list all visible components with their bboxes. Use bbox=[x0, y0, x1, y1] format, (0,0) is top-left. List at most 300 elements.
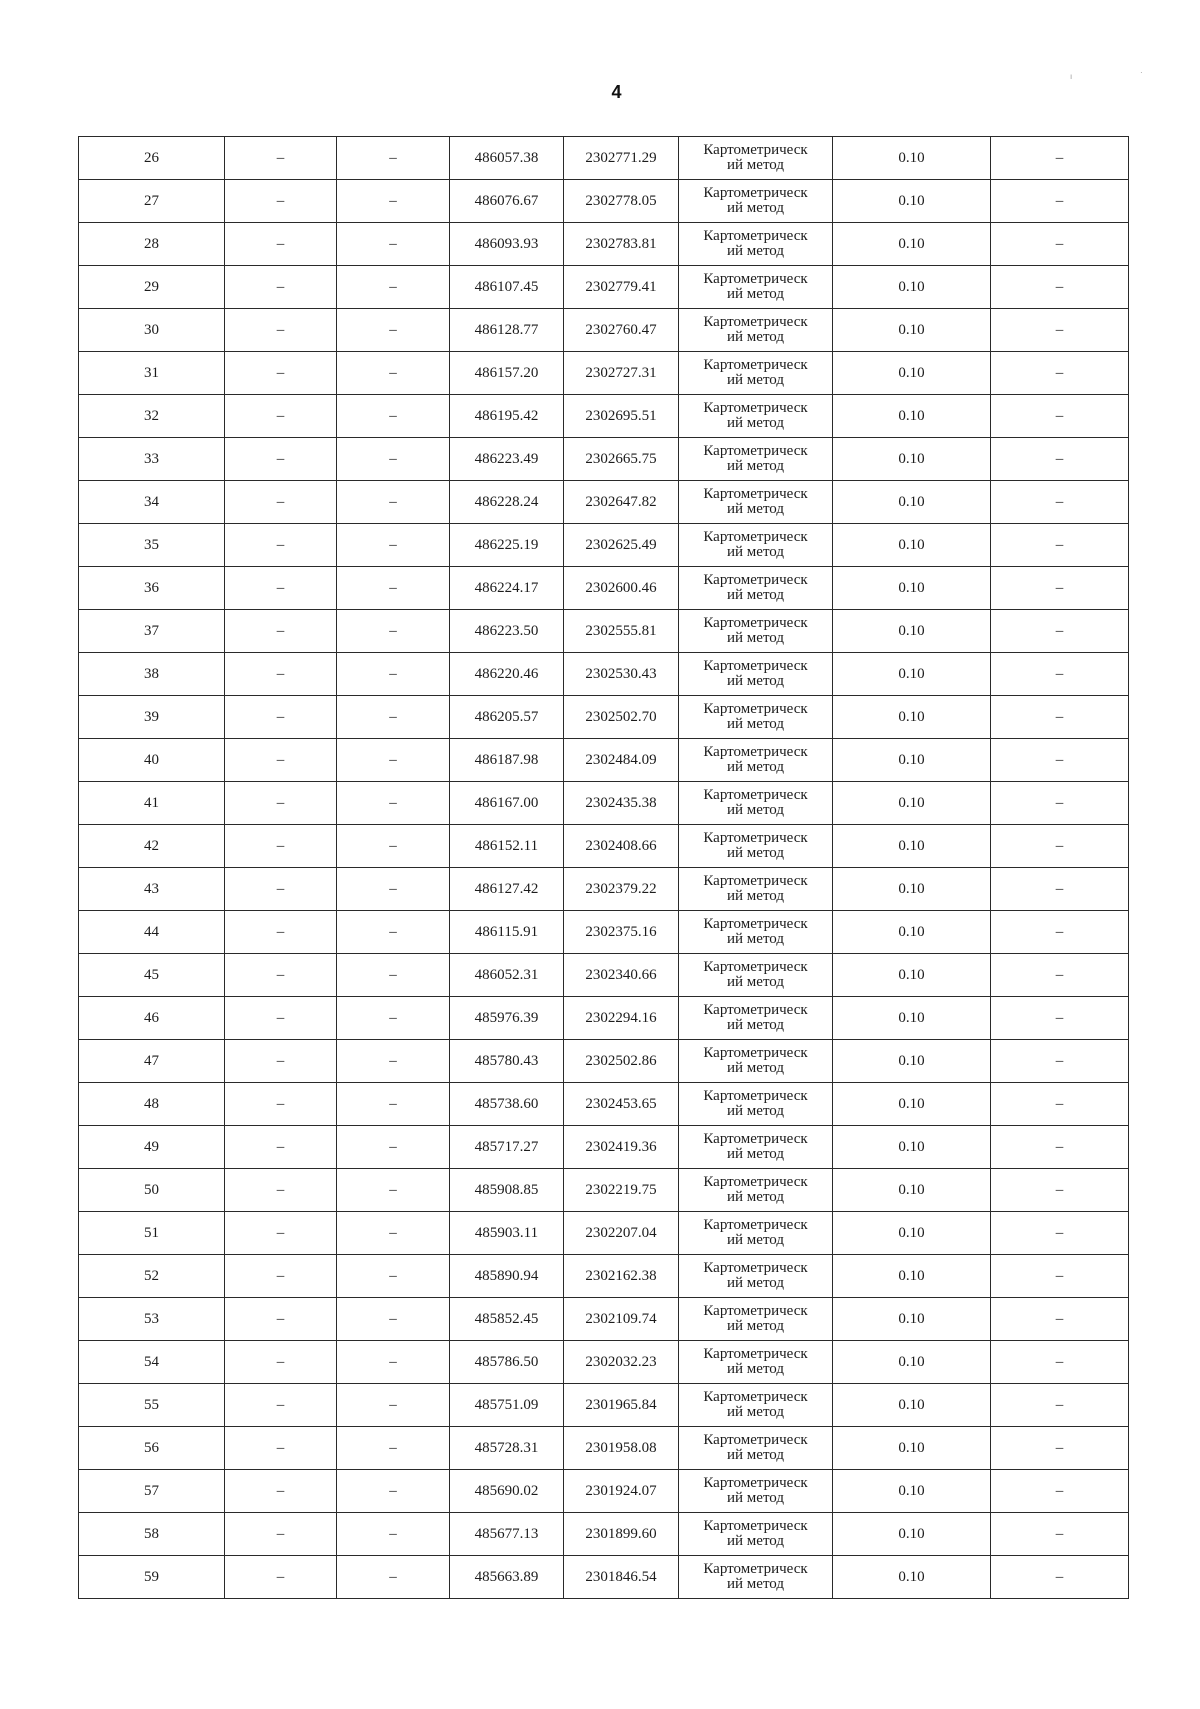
accuracy-cell: 0.10 bbox=[833, 868, 991, 911]
method-cell bbox=[679, 997, 833, 1040]
method-text: Картометрическ ий метод bbox=[703, 916, 808, 947]
point-number-cell: 56 bbox=[79, 1427, 225, 1470]
method-cell bbox=[679, 1255, 833, 1298]
y-coordinate-cell: 2302408.66 bbox=[564, 825, 679, 868]
accuracy-cell: 0.10 bbox=[833, 739, 991, 782]
dash-cell: – bbox=[991, 1169, 1129, 1212]
y-coordinate-cell: 2302778.05 bbox=[564, 180, 679, 223]
y-coordinate-cell: 2302502.70 bbox=[564, 696, 679, 739]
accuracy-cell: 0.10 bbox=[833, 1040, 991, 1083]
dash-cell: – bbox=[337, 954, 450, 997]
dash-cell: – bbox=[991, 825, 1129, 868]
accuracy-cell: 0.10 bbox=[833, 1427, 991, 1470]
table-row bbox=[79, 1083, 1129, 1126]
dash-cell: – bbox=[225, 137, 337, 180]
x-coordinate-cell: 485976.39 bbox=[450, 997, 564, 1040]
method-cell bbox=[679, 309, 833, 352]
method-cell bbox=[679, 1298, 833, 1341]
table-row bbox=[79, 1255, 1129, 1298]
dash-cell: – bbox=[991, 782, 1129, 825]
accuracy-cell: 0.10 bbox=[833, 782, 991, 825]
point-number-cell: 45 bbox=[79, 954, 225, 997]
point-number-cell: 41 bbox=[79, 782, 225, 825]
x-coordinate-cell: 486167.00 bbox=[450, 782, 564, 825]
y-coordinate-cell: 2302340.66 bbox=[564, 954, 679, 997]
method-text: Картометрическ ий метод bbox=[703, 142, 808, 173]
method-cell bbox=[679, 610, 833, 653]
dash-cell: – bbox=[337, 868, 450, 911]
x-coordinate-cell: 485890.94 bbox=[450, 1255, 564, 1298]
x-coordinate-cell: 486057.38 bbox=[450, 137, 564, 180]
method-text: Картометрическ ий метод bbox=[703, 615, 808, 646]
method-text: Картометрическ ий метод bbox=[703, 1518, 808, 1549]
accuracy-cell: 0.10 bbox=[833, 954, 991, 997]
dash-cell: – bbox=[225, 524, 337, 567]
method-text: Картометрическ ий метод bbox=[703, 228, 808, 259]
y-coordinate-cell: 2302555.81 bbox=[564, 610, 679, 653]
y-coordinate-cell: 2302530.43 bbox=[564, 653, 679, 696]
method-text: Картометрическ ий метод bbox=[703, 787, 808, 818]
table-row bbox=[79, 567, 1129, 610]
x-coordinate-cell: 485690.02 bbox=[450, 1470, 564, 1513]
dash-cell: – bbox=[225, 868, 337, 911]
dash-cell: – bbox=[991, 1298, 1129, 1341]
x-coordinate-cell: 486223.49 bbox=[450, 438, 564, 481]
x-coordinate-cell: 485751.09 bbox=[450, 1384, 564, 1427]
method-text: Картометрическ ий метод bbox=[703, 185, 808, 216]
method-cell bbox=[679, 266, 833, 309]
dash-cell: – bbox=[991, 1255, 1129, 1298]
dash-cell: – bbox=[225, 1556, 337, 1599]
dash-cell: – bbox=[991, 266, 1129, 309]
point-number-cell: 39 bbox=[79, 696, 225, 739]
dash-cell: – bbox=[225, 1384, 337, 1427]
method-cell bbox=[679, 352, 833, 395]
dash-cell: – bbox=[337, 481, 450, 524]
table-row bbox=[79, 481, 1129, 524]
point-number-cell: 42 bbox=[79, 825, 225, 868]
method-text: Картометрическ ий метод bbox=[703, 529, 808, 560]
method-cell bbox=[679, 782, 833, 825]
method-cell bbox=[679, 1470, 833, 1513]
dash-cell: – bbox=[225, 395, 337, 438]
y-coordinate-cell: 2302207.04 bbox=[564, 1212, 679, 1255]
dash-cell: – bbox=[225, 610, 337, 653]
dash-cell: – bbox=[991, 653, 1129, 696]
dash-cell: – bbox=[337, 1470, 450, 1513]
dash-cell: – bbox=[337, 1513, 450, 1556]
method-cell bbox=[679, 524, 833, 567]
accuracy-cell: 0.10 bbox=[833, 1169, 991, 1212]
table-row bbox=[79, 1212, 1129, 1255]
dash-cell: – bbox=[991, 309, 1129, 352]
dash-cell: – bbox=[337, 524, 450, 567]
table-row bbox=[79, 868, 1129, 911]
y-coordinate-cell: 2302502.86 bbox=[564, 1040, 679, 1083]
y-coordinate-cell: 2302647.82 bbox=[564, 481, 679, 524]
table-row bbox=[79, 1169, 1129, 1212]
x-coordinate-cell: 486220.46 bbox=[450, 653, 564, 696]
method-text: Картометрическ ий метод bbox=[703, 1174, 808, 1205]
point-number-cell: 54 bbox=[79, 1341, 225, 1384]
accuracy-cell: 0.10 bbox=[833, 911, 991, 954]
dash-cell: – bbox=[991, 352, 1129, 395]
y-coordinate-cell: 2302695.51 bbox=[564, 395, 679, 438]
dash-cell: – bbox=[337, 653, 450, 696]
method-cell bbox=[679, 1083, 833, 1126]
point-number-cell: 43 bbox=[79, 868, 225, 911]
table-row bbox=[79, 180, 1129, 223]
dash-cell: – bbox=[225, 997, 337, 1040]
y-coordinate-cell: 2302727.31 bbox=[564, 352, 679, 395]
dash-cell: – bbox=[225, 954, 337, 997]
dash-cell: – bbox=[225, 481, 337, 524]
method-text: Картометрическ ий метод bbox=[703, 1260, 808, 1291]
dash-cell: – bbox=[337, 911, 450, 954]
dash-cell: – bbox=[225, 1255, 337, 1298]
accuracy-cell: 0.10 bbox=[833, 1513, 991, 1556]
table-row bbox=[79, 395, 1129, 438]
dash-cell: – bbox=[337, 1384, 450, 1427]
method-cell bbox=[679, 137, 833, 180]
dash-cell: – bbox=[337, 438, 450, 481]
point-number-cell: 47 bbox=[79, 1040, 225, 1083]
x-coordinate-cell: 485908.85 bbox=[450, 1169, 564, 1212]
dash-cell: – bbox=[225, 352, 337, 395]
table-row bbox=[79, 696, 1129, 739]
dash-cell: – bbox=[337, 266, 450, 309]
dash-cell: – bbox=[225, 1040, 337, 1083]
method-cell bbox=[679, 954, 833, 997]
y-coordinate-cell: 2302760.47 bbox=[564, 309, 679, 352]
x-coordinate-cell: 486052.31 bbox=[450, 954, 564, 997]
method-text: Картометрическ ий метод bbox=[703, 1131, 808, 1162]
point-number-cell: 28 bbox=[79, 223, 225, 266]
accuracy-cell: 0.10 bbox=[833, 1470, 991, 1513]
y-coordinate-cell: 2302219.75 bbox=[564, 1169, 679, 1212]
x-coordinate-cell: 486152.11 bbox=[450, 825, 564, 868]
method-text: Картометрическ ий метод bbox=[703, 1217, 808, 1248]
method-cell bbox=[679, 739, 833, 782]
method-cell bbox=[679, 868, 833, 911]
dash-cell: – bbox=[225, 266, 337, 309]
y-coordinate-cell: 2302771.29 bbox=[564, 137, 679, 180]
dash-cell: – bbox=[991, 911, 1129, 954]
accuracy-cell: 0.10 bbox=[833, 1255, 991, 1298]
method-text: Картометрическ ий метод bbox=[703, 1002, 808, 1033]
accuracy-cell: 0.10 bbox=[833, 825, 991, 868]
dash-cell: – bbox=[225, 1298, 337, 1341]
method-text: Картометрическ ий метод bbox=[703, 572, 808, 603]
accuracy-cell: 0.10 bbox=[833, 266, 991, 309]
method-cell bbox=[679, 180, 833, 223]
dash-cell: – bbox=[991, 1212, 1129, 1255]
x-coordinate-cell: 486223.50 bbox=[450, 610, 564, 653]
method-text: Картометрическ ий метод bbox=[703, 1303, 808, 1334]
dash-cell: – bbox=[337, 739, 450, 782]
accuracy-cell: 0.10 bbox=[833, 1083, 991, 1126]
method-text: Картометрическ ий метод bbox=[703, 400, 808, 431]
dash-cell: – bbox=[337, 610, 450, 653]
point-number-cell: 40 bbox=[79, 739, 225, 782]
accuracy-cell: 0.10 bbox=[833, 438, 991, 481]
method-text: Картометрическ ий метод bbox=[703, 1389, 808, 1420]
table-row bbox=[79, 782, 1129, 825]
table-row bbox=[79, 825, 1129, 868]
dash-cell: – bbox=[225, 180, 337, 223]
y-coordinate-cell: 2302032.23 bbox=[564, 1341, 679, 1384]
dash-cell: – bbox=[225, 825, 337, 868]
method-text: Картометрическ ий метод bbox=[703, 744, 808, 775]
table-row bbox=[79, 1556, 1129, 1599]
y-coordinate-cell: 2301924.07 bbox=[564, 1470, 679, 1513]
point-number-cell: 26 bbox=[79, 137, 225, 180]
y-coordinate-cell: 2302162.38 bbox=[564, 1255, 679, 1298]
scan-speck: · bbox=[1140, 68, 1143, 77]
dash-cell: – bbox=[991, 997, 1129, 1040]
dash-cell: – bbox=[991, 137, 1129, 180]
point-number-cell: 38 bbox=[79, 653, 225, 696]
dash-cell: – bbox=[991, 868, 1129, 911]
method-text: Картометрическ ий метод bbox=[703, 357, 808, 388]
table-row bbox=[79, 438, 1129, 481]
x-coordinate-cell: 486225.19 bbox=[450, 524, 564, 567]
accuracy-cell: 0.10 bbox=[833, 653, 991, 696]
table-row bbox=[79, 1427, 1129, 1470]
accuracy-cell: 0.10 bbox=[833, 309, 991, 352]
x-coordinate-cell: 486115.91 bbox=[450, 911, 564, 954]
y-coordinate-cell: 2301965.84 bbox=[564, 1384, 679, 1427]
method-text: Картометрическ ий метод bbox=[703, 314, 808, 345]
table-row bbox=[79, 223, 1129, 266]
y-coordinate-cell: 2301846.54 bbox=[564, 1556, 679, 1599]
method-text: Картометрическ ий метод bbox=[703, 1475, 808, 1506]
point-number-cell: 48 bbox=[79, 1083, 225, 1126]
method-cell bbox=[679, 1384, 833, 1427]
coordinates-table-body bbox=[79, 137, 1129, 1599]
method-cell bbox=[679, 1169, 833, 1212]
dash-cell: – bbox=[337, 223, 450, 266]
x-coordinate-cell: 485852.45 bbox=[450, 1298, 564, 1341]
dash-cell: – bbox=[225, 653, 337, 696]
y-coordinate-cell: 2301899.60 bbox=[564, 1513, 679, 1556]
dash-cell: – bbox=[225, 1083, 337, 1126]
scan-speck: ı bbox=[1070, 72, 1073, 81]
dash-cell: – bbox=[991, 1126, 1129, 1169]
method-cell bbox=[679, 395, 833, 438]
point-number-cell: 53 bbox=[79, 1298, 225, 1341]
method-text: Картометрическ ий метод bbox=[703, 443, 808, 474]
y-coordinate-cell: 2302375.16 bbox=[564, 911, 679, 954]
point-number-cell: 37 bbox=[79, 610, 225, 653]
dash-cell: – bbox=[991, 739, 1129, 782]
x-coordinate-cell: 486228.24 bbox=[450, 481, 564, 524]
dash-cell: – bbox=[991, 1556, 1129, 1599]
accuracy-cell: 0.10 bbox=[833, 567, 991, 610]
dash-cell: – bbox=[337, 825, 450, 868]
accuracy-cell: 0.10 bbox=[833, 524, 991, 567]
x-coordinate-cell: 485663.89 bbox=[450, 1556, 564, 1599]
y-coordinate-cell: 2302294.16 bbox=[564, 997, 679, 1040]
point-number-cell: 49 bbox=[79, 1126, 225, 1169]
method-cell bbox=[679, 223, 833, 266]
dash-cell: – bbox=[225, 739, 337, 782]
point-number-cell: 35 bbox=[79, 524, 225, 567]
dash-cell: – bbox=[991, 438, 1129, 481]
y-coordinate-cell: 2302600.46 bbox=[564, 567, 679, 610]
dash-cell: – bbox=[225, 1341, 337, 1384]
method-cell bbox=[679, 1341, 833, 1384]
y-coordinate-cell: 2302379.22 bbox=[564, 868, 679, 911]
table-row bbox=[79, 352, 1129, 395]
dash-cell: – bbox=[991, 696, 1129, 739]
dash-cell: – bbox=[991, 524, 1129, 567]
dash-cell: – bbox=[225, 567, 337, 610]
dash-cell: – bbox=[337, 1556, 450, 1599]
method-text: Картометрическ ий метод bbox=[703, 830, 808, 861]
point-number-cell: 27 bbox=[79, 180, 225, 223]
point-number-cell: 30 bbox=[79, 309, 225, 352]
dash-cell: – bbox=[991, 1427, 1129, 1470]
method-cell bbox=[679, 1126, 833, 1169]
method-cell bbox=[679, 653, 833, 696]
dash-cell: – bbox=[991, 567, 1129, 610]
method-text: Картометрическ ий метод bbox=[703, 1561, 808, 1592]
dash-cell: – bbox=[225, 782, 337, 825]
accuracy-cell: 0.10 bbox=[833, 1126, 991, 1169]
method-cell bbox=[679, 1513, 833, 1556]
dash-cell: – bbox=[337, 395, 450, 438]
dash-cell: – bbox=[337, 997, 450, 1040]
table-row bbox=[79, 1470, 1129, 1513]
x-coordinate-cell: 486205.57 bbox=[450, 696, 564, 739]
method-text: Картометрическ ий метод bbox=[703, 959, 808, 990]
table-row bbox=[79, 1126, 1129, 1169]
method-cell bbox=[679, 696, 833, 739]
accuracy-cell: 0.10 bbox=[833, 1212, 991, 1255]
dash-cell: – bbox=[225, 1427, 337, 1470]
method-text: Картометрическ ий метод bbox=[703, 271, 808, 302]
y-coordinate-cell: 2302625.49 bbox=[564, 524, 679, 567]
coordinates-table bbox=[78, 136, 1129, 1599]
y-coordinate-cell: 2302484.09 bbox=[564, 739, 679, 782]
x-coordinate-cell: 485738.60 bbox=[450, 1083, 564, 1126]
method-text: Картометрическ ий метод bbox=[703, 1045, 808, 1076]
x-coordinate-cell: 485677.13 bbox=[450, 1513, 564, 1556]
dash-cell: – bbox=[337, 180, 450, 223]
dash-cell: – bbox=[991, 395, 1129, 438]
x-coordinate-cell: 486076.67 bbox=[450, 180, 564, 223]
dash-cell: – bbox=[337, 782, 450, 825]
dash-cell: – bbox=[337, 1341, 450, 1384]
x-coordinate-cell: 485728.31 bbox=[450, 1427, 564, 1470]
accuracy-cell: 0.10 bbox=[833, 137, 991, 180]
accuracy-cell: 0.10 bbox=[833, 352, 991, 395]
y-coordinate-cell: 2302779.41 bbox=[564, 266, 679, 309]
table-row bbox=[79, 1040, 1129, 1083]
method-text: Картометрическ ий метод bbox=[703, 1346, 808, 1377]
y-coordinate-cell: 2301958.08 bbox=[564, 1427, 679, 1470]
accuracy-cell: 0.10 bbox=[833, 610, 991, 653]
accuracy-cell: 0.10 bbox=[833, 1384, 991, 1427]
dash-cell: – bbox=[337, 567, 450, 610]
point-number-cell: 46 bbox=[79, 997, 225, 1040]
accuracy-cell: 0.10 bbox=[833, 696, 991, 739]
table-row bbox=[79, 137, 1129, 180]
point-number-cell: 44 bbox=[79, 911, 225, 954]
method-text: Картометрическ ий метод bbox=[703, 658, 808, 689]
method-cell bbox=[679, 1212, 833, 1255]
dash-cell: – bbox=[337, 137, 450, 180]
dash-cell: – bbox=[337, 1298, 450, 1341]
method-text: Картометрическ ий метод bbox=[703, 873, 808, 904]
method-cell bbox=[679, 567, 833, 610]
dash-cell: – bbox=[991, 481, 1129, 524]
dash-cell: – bbox=[225, 309, 337, 352]
point-number-cell: 52 bbox=[79, 1255, 225, 1298]
method-cell bbox=[679, 825, 833, 868]
dash-cell: – bbox=[225, 1126, 337, 1169]
dash-cell: – bbox=[337, 1083, 450, 1126]
x-coordinate-cell: 486195.42 bbox=[450, 395, 564, 438]
accuracy-cell: 0.10 bbox=[833, 180, 991, 223]
y-coordinate-cell: 2302453.65 bbox=[564, 1083, 679, 1126]
dash-cell: – bbox=[337, 1040, 450, 1083]
dash-cell: – bbox=[991, 1083, 1129, 1126]
table-row bbox=[79, 739, 1129, 782]
point-number-cell: 29 bbox=[79, 266, 225, 309]
table-row bbox=[79, 524, 1129, 567]
dash-cell: – bbox=[337, 309, 450, 352]
table-row bbox=[79, 997, 1129, 1040]
method-cell bbox=[679, 911, 833, 954]
x-coordinate-cell: 486107.45 bbox=[450, 266, 564, 309]
x-coordinate-cell: 485717.27 bbox=[450, 1126, 564, 1169]
dash-cell: – bbox=[991, 954, 1129, 997]
dash-cell: – bbox=[337, 352, 450, 395]
dash-cell: – bbox=[337, 1255, 450, 1298]
dash-cell: – bbox=[337, 1212, 450, 1255]
x-coordinate-cell: 485903.11 bbox=[450, 1212, 564, 1255]
x-coordinate-cell: 486093.93 bbox=[450, 223, 564, 266]
point-number-cell: 36 bbox=[79, 567, 225, 610]
dash-cell: – bbox=[337, 1126, 450, 1169]
table-row bbox=[79, 1513, 1129, 1556]
x-coordinate-cell: 485780.43 bbox=[450, 1040, 564, 1083]
accuracy-cell: 0.10 bbox=[833, 223, 991, 266]
dash-cell: – bbox=[337, 696, 450, 739]
dash-cell: – bbox=[991, 1040, 1129, 1083]
method-text: Картометрическ ий метод bbox=[703, 701, 808, 732]
accuracy-cell: 0.10 bbox=[833, 395, 991, 438]
dash-cell: – bbox=[225, 1212, 337, 1255]
dash-cell: – bbox=[337, 1427, 450, 1470]
table-row bbox=[79, 911, 1129, 954]
x-coordinate-cell: 486224.17 bbox=[450, 567, 564, 610]
dash-cell: – bbox=[225, 438, 337, 481]
y-coordinate-cell: 2302419.36 bbox=[564, 1126, 679, 1169]
dash-cell: – bbox=[225, 1169, 337, 1212]
coordinates-table-wrapper bbox=[78, 136, 1128, 1599]
method-cell bbox=[679, 481, 833, 524]
x-coordinate-cell: 486128.77 bbox=[450, 309, 564, 352]
point-number-cell: 33 bbox=[79, 438, 225, 481]
table-row bbox=[79, 653, 1129, 696]
dash-cell: – bbox=[225, 223, 337, 266]
point-number-cell: 57 bbox=[79, 1470, 225, 1513]
table-row bbox=[79, 1298, 1129, 1341]
x-coordinate-cell: 486157.20 bbox=[450, 352, 564, 395]
